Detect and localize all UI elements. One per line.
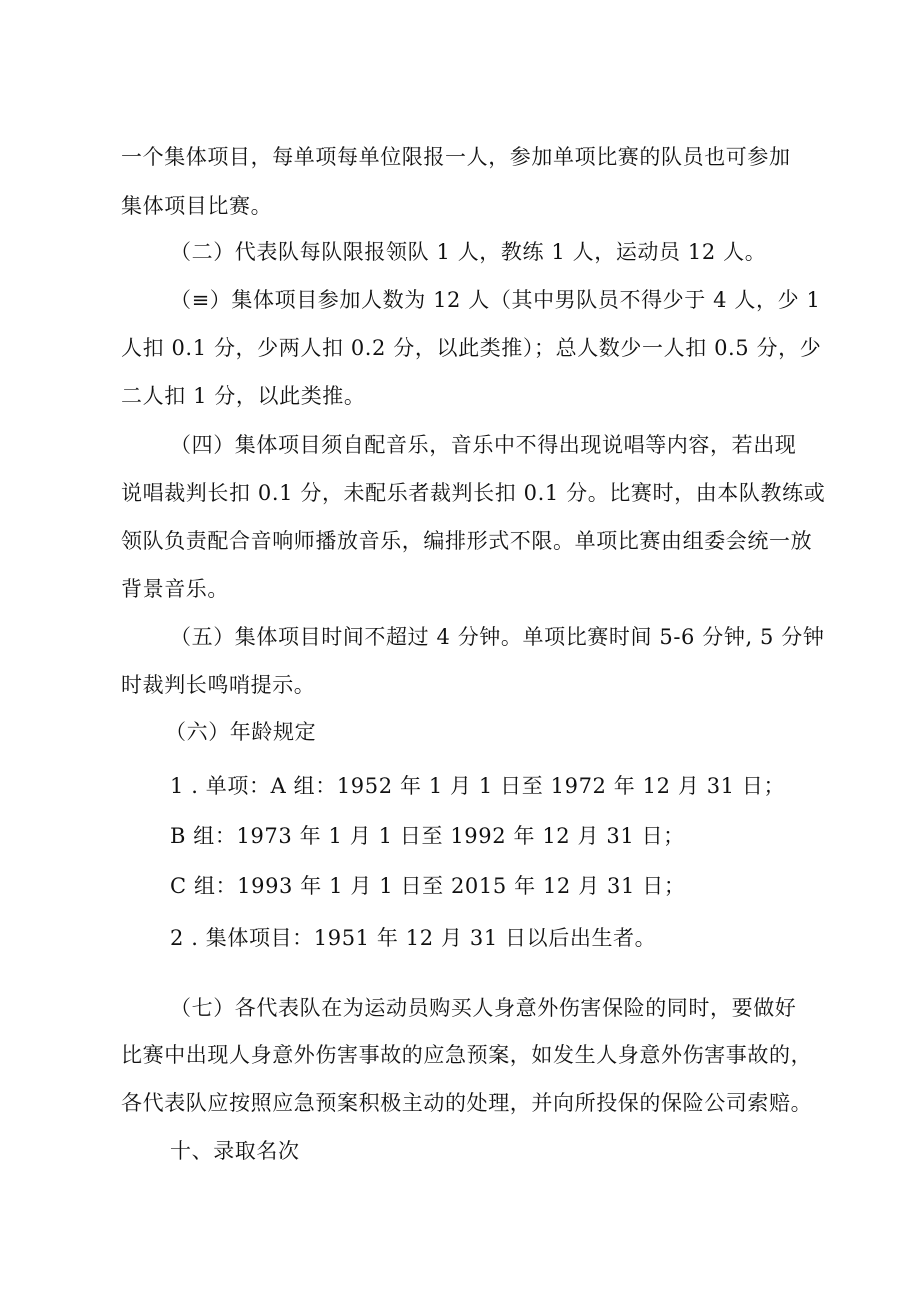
- age-rule-group-b: B 组：1973 年 1 月 1 日至 1992 年 12 月 31 日；: [170, 824, 685, 848]
- paragraph-line-9: 领队负责配合音响师播放音乐，编排形式不限。单项比赛由组委会统一放: [121, 529, 813, 553]
- section-heading-ranking: 十、录取名次: [170, 1139, 300, 1163]
- paragraph-line-6: 二人扣 1 分，以此类推。: [121, 384, 366, 408]
- age-rule-individual-a: 1 . 单项：A 组：1952 年 1 月 1 日至 1972 年 12 月 31 日；: [170, 774, 786, 798]
- paragraph-line-10: 背景音乐。: [121, 577, 229, 601]
- paragraph-line-19: 比赛中出现人身意外伤害事故的应急预案，如发生人身意外伤害事故的，: [121, 1043, 813, 1067]
- paragraph-line-4: （≡）集体项目参加人数为 12 人（其中男队员不得少于 4 人，少 1: [170, 288, 821, 312]
- paragraph-line-11: （五）集体项目时间不超过 4 分钟。单项比赛时间 5-6 分钟, 5 分钟: [170, 625, 825, 649]
- age-rule-team: 2 . 集体项目：1951 年 12 月 31 日以后出生者。: [170, 926, 657, 950]
- paragraph-line-2: 集体项目比赛。: [121, 194, 273, 218]
- paragraph-line-5: 人扣 0.1 分，少两人扣 0.2 分，以此类推）；总人数少一人扣 0.5 分，少: [121, 336, 822, 360]
- paragraph-line-12: 时裁判长鸣哨提示。: [121, 673, 316, 697]
- paragraph-line-7: （四）集体项目须自配音乐，音乐中不得出现说唱等内容，若出现: [170, 433, 797, 457]
- paragraph-line-20: 各代表队应按照应急预案积极主动的处理，并向所投保的保险公司索赔。: [121, 1091, 813, 1115]
- paragraph-line-18: （七）各代表队在为运动员购买人身意外伤害保险的同时，要做好: [170, 996, 797, 1020]
- paragraph-line-3: （二）代表队每队限报领队 1 人，教练 1 人，运动员 12 人。: [170, 240, 767, 264]
- age-rule-group-c: C 组：1993 年 1 月 1 日至 2015 年 12 月 31 日；: [170, 874, 686, 898]
- paragraph-line-8: 说唱裁判长扣 0.1 分，未配乐者裁判长扣 0.1 分。比赛时，由本队教练或: [121, 481, 826, 505]
- paragraph-line-1: 一个集体项目，每单项每单位限报一人，参加单项比赛的队员也可参加: [121, 145, 791, 169]
- section-heading-age: （六）年龄规定: [165, 720, 317, 744]
